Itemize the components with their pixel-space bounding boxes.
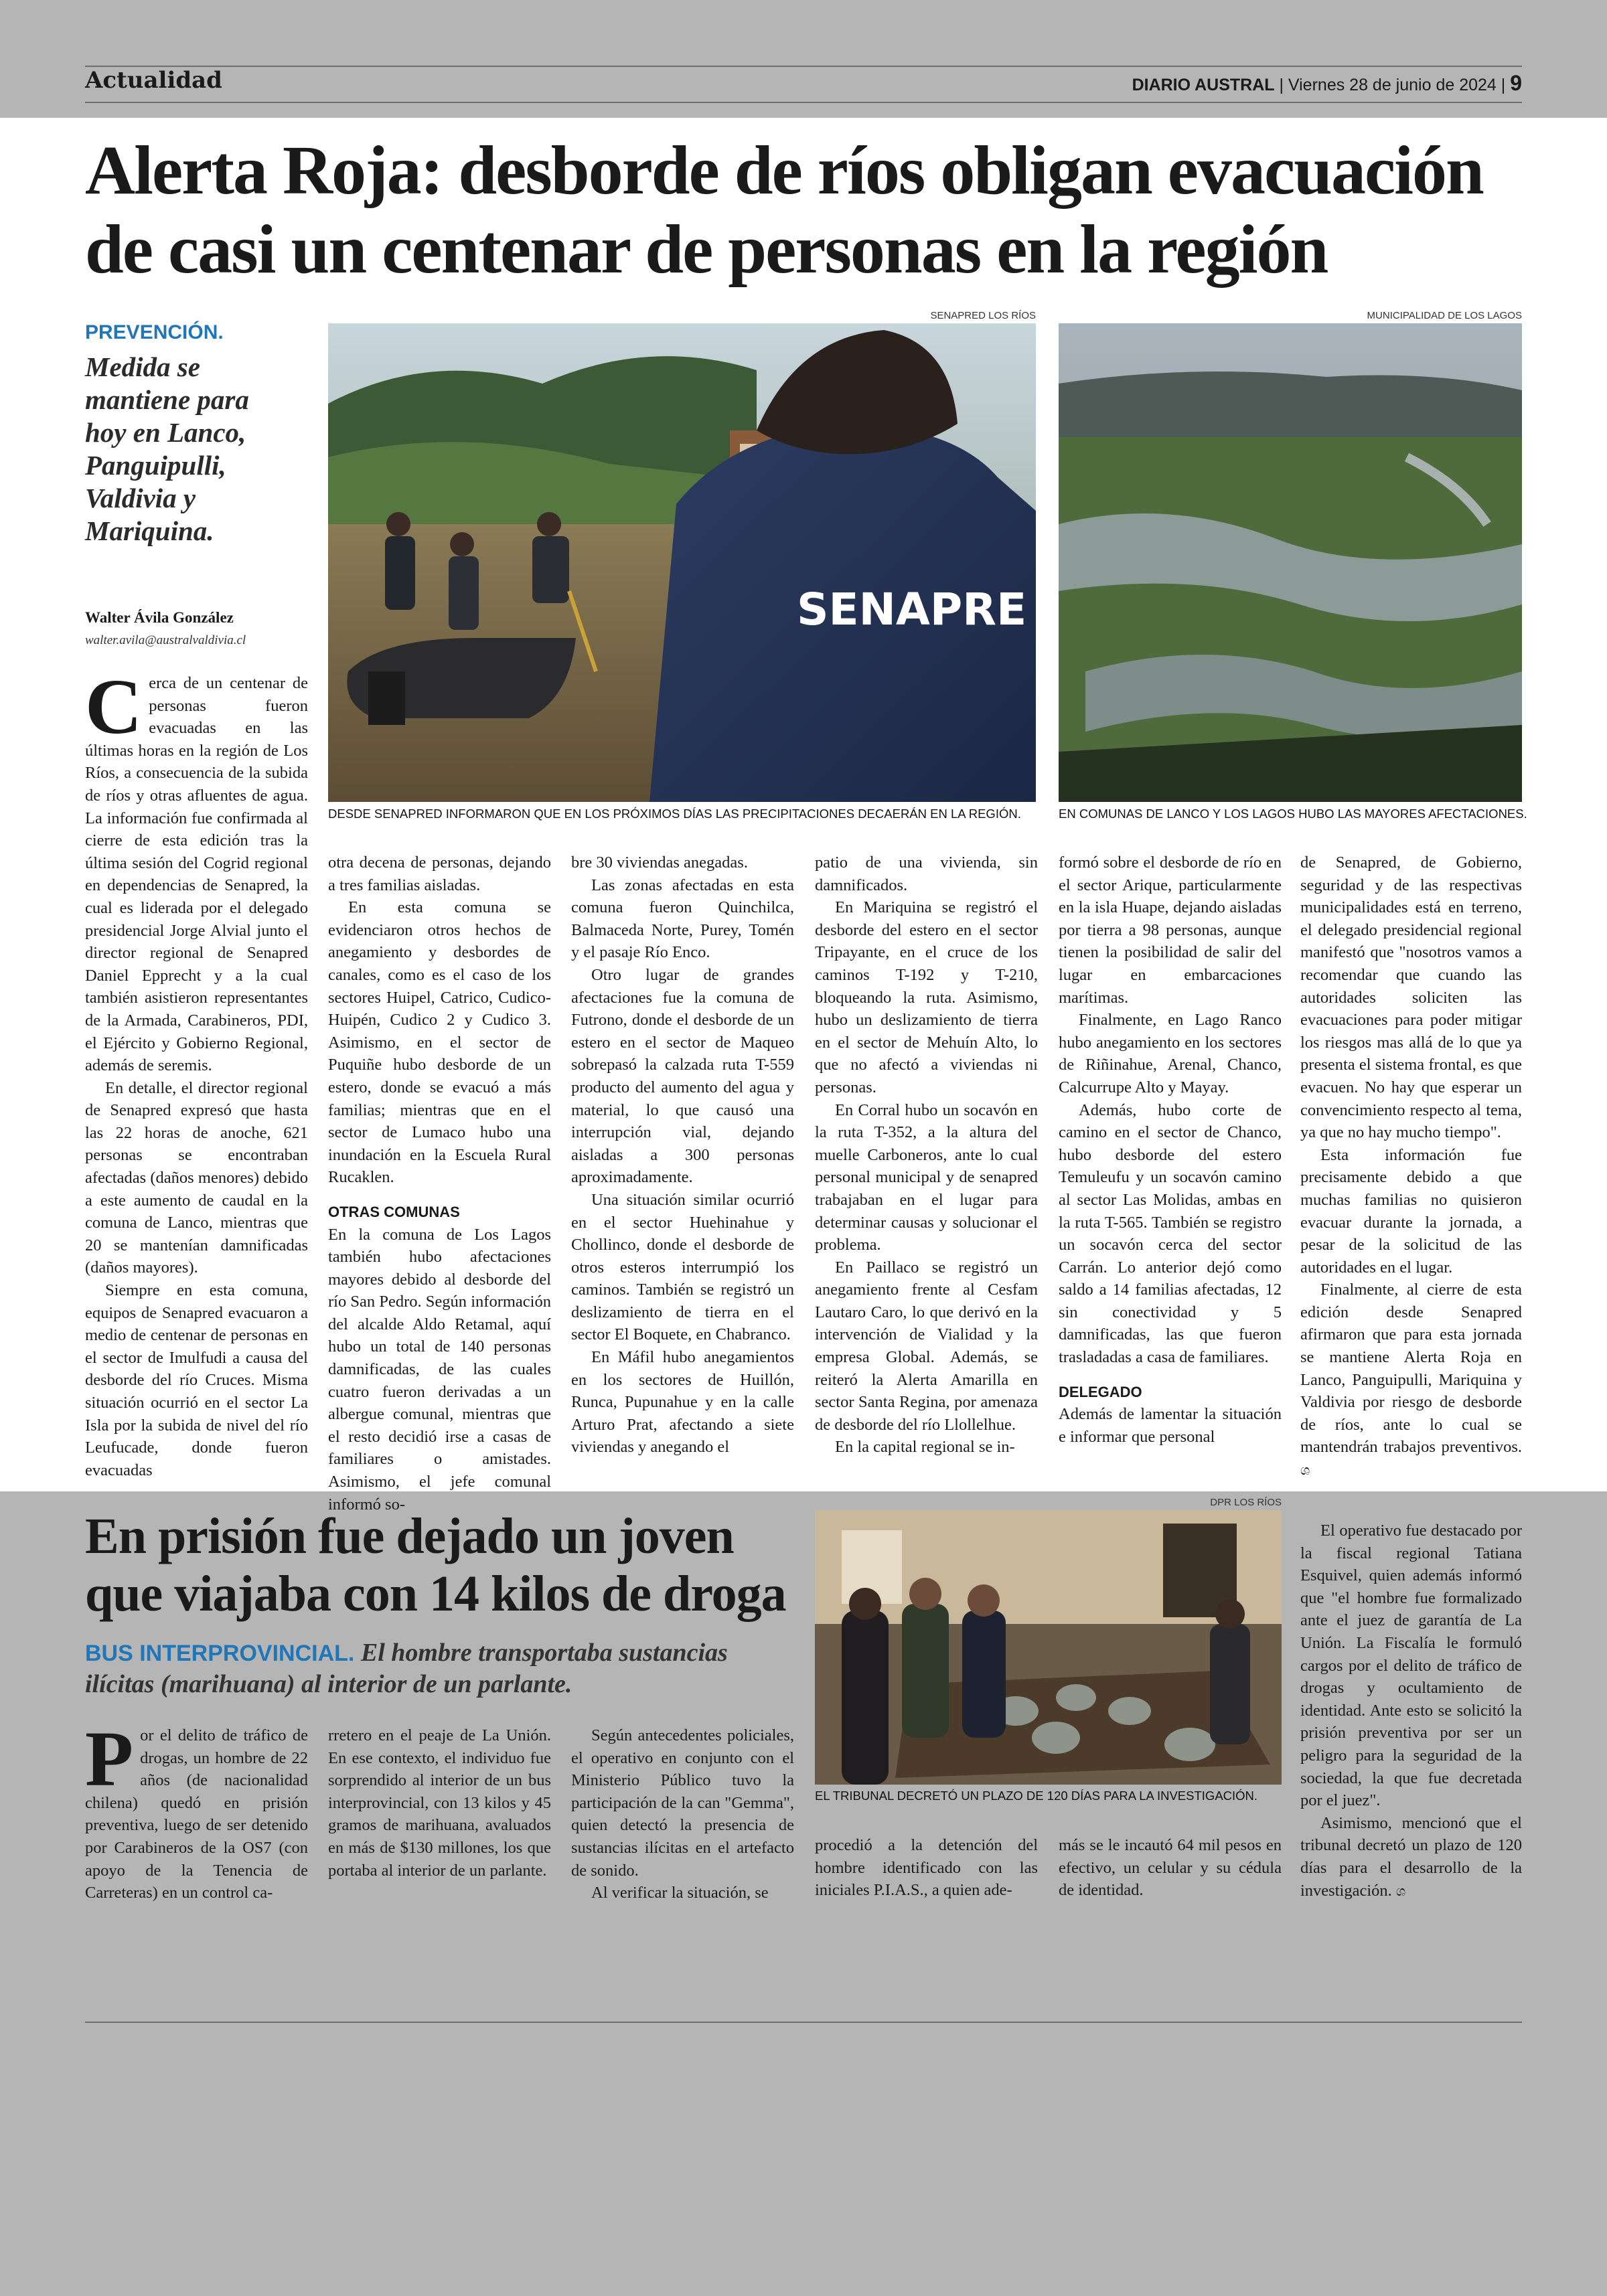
col3-paragraph-1: bre 30 viviendas anegadas. (571, 853, 748, 872)
col4-paragraph-5: En la capital regional se in- (835, 1438, 1015, 1457)
drop-cap: C (85, 663, 143, 750)
main-kicker: PREVENCIÓN. (85, 321, 224, 343)
second-deck-text: El hombre transportaba sustancias ilícitas (marihuana) al interior de un parlante. (85, 1639, 728, 1698)
subhead-otras-comunas: OTRAS COMUNAS (328, 1203, 460, 1220)
photo3-credit: DPR LOS RÍOS (1210, 1497, 1282, 1508)
second-column-2 (328, 1724, 551, 1882)
col6-paragraph-3: Finalmente, al cierre de esta edición desde Senapred afirmaron que para esta jornada se mantiene Alerta Roja en Lanco, Panguipulli, Mariquina y Valdivia por riesgo de desborde de ríos, ante lo cual se mantendrán trabajos preventivos. (1300, 1281, 1522, 1457)
second-col3-paragraph-2: Al verificar la situación, se (591, 1884, 769, 1902)
newspaper-name: DIARIO AUSTRAL (1132, 76, 1275, 94)
col3-paragraph-4: Una situación similar ocurrió en el sector Huehinahue y Chollinco, donde el desborde de otros esteros interrumpió los caminos. También se registró un deslizamiento de tierra en el sector El Boquete, en Chabranco. (571, 1190, 794, 1344)
col3-paragraph-5: En Máfil hubo anegamientos en los sectores de Huillón, Runca, Pupunahue y en la calle Arturo Prat, afectando a siete viviendas y anegando el (571, 1348, 794, 1457)
second-column-3 (571, 1724, 794, 1904)
col2-paragraph-3: En la comuna de Los Lagos también hubo afectaciones mayores debido al desborde del río San Pedro. Según información del alcalde Aldo Retamal, aquí hubo un total de 140 personas damnificadas, de las cuales cuatro fueron derivadas a un albergue comunal, mientras que el resto decidió irse a casas de familiares o amistades. Asimismo, el jefe comunal informó so- (328, 1225, 551, 1513)
subhead-delegado: DELEGADO (1059, 1383, 1142, 1400)
second-col6-paragraph-1: El operativo fue destacado por la fiscal regional Tatiana Esquivel, quien además informó que "el hombre fue formalizado ante el juez de garantía de La Unión. La Fiscalía le formuló cargos por el delito de tráfico de drogas y ocultamiento de identidad. Ante esto se solicitó la prisión preventiva por ser un peligro para la seguridad de la sociedad, la que fue decretada por el juez". (1300, 1522, 1522, 1810)
col5-paragraph-4: Además de lamentar la situación e informar que personal (1059, 1405, 1282, 1446)
tribunal-photo (815, 1510, 1282, 1785)
second-headline: En prisión fue dejado un joven que viajaba con 14 kilos de droga (85, 1508, 786, 1622)
second-kicker: BUS INTERPROVINCIAL. (85, 1641, 355, 1666)
header-rule (85, 102, 1522, 103)
second-col5-text: más se le incautó 64 mil pesos en efectivo, un celular y su cédula de identidad. (1059, 1836, 1282, 1900)
col6-paragraph-1: de Senapred, de Gobierno, seguridad y de las respectivas municipalidades está en terreno, el delegado presidencial regional manifestó que "nosotros vamos a recomendar que cuando las autoridades soliciten las evacuaciones para poder mitigar los riesgos mas allá de lo que ya presenta el sistema frontal, es que evacuen. No hay que esperar un convencimiento respecto al tema, ya que no hay mucho tiempo". (1300, 853, 1522, 1142)
photo2-credit: MUNICIPALIDAD DE LOS LAGOS (1367, 310, 1522, 321)
second-column-5 (1059, 1834, 1282, 1902)
page-number: 9 (1510, 71, 1522, 95)
main-deck: Medida se mantiene para hoy en Lanco, Panguipulli, Valdivia y Mariquina. (85, 351, 249, 546)
col5-paragraph-1: formó sobre el desborde de río en el sector Arique, particularmente en la isla Huape, dejando aisladas por tierra a 98 personas, aunque tienen la posibilidad de salir del lugar en embarcaciones marítimas. (1059, 853, 1282, 1007)
byline: Walter Ávila González (85, 609, 234, 626)
top-rule (85, 66, 1522, 67)
col1-paragraph-2: En detalle, el director regional de Senapred expresó que hasta las 22 horas de anoche, 621 personas se encontraban afectadas (daños menores) debido a este aumento de caudal en la comuna de Lanco, mientras que 20 se mantenían damnificadas (daños mayores). (85, 1078, 308, 1277)
col6-paragraph-2: Esta información fue precisamente debido a que muchas familias no quisieron evacuar durante la jornada, a pesar de la solicitud de las autoridades en el lugar. (1300, 1145, 1522, 1277)
col1-paragraph-1: erca de un centenar de personas fueron evacuadas en las últimas horas en la región de Los Ríos, a consecuencia de la subida de ríos y otras afluentes de agua. La información fue confirmada al cierre de esta edición tras la última sesión del Cogrid regional en dependencias de Senapred, la cual es liderada por el delegado presidencial Jorge Alvial junto el director regional de Senapred Daniel Epprecht y a la cual también asistieron representantes de la Armada, Carabineros, PDI, el Ejército y Gobierno Regional, además de seremis. (85, 674, 308, 1075)
col4-paragraph-2: En Mariquina se registró el desborde del estero en el sector Tripayante, en el cruce de los caminos T-192 y T-210, bloqueando la ruta. Asimismo, hubo un deslizamiento de tierra en el sector de Mehuín Alto, lo que no afectó a viviendas ni personas. (815, 898, 1038, 1096)
vest-lettering: SENAPRE (797, 584, 1027, 635)
article-column-2 (328, 851, 551, 1515)
flood-rescue-photo (328, 323, 1036, 802)
col5-paragraph-2: Finalmente, en Lago Ranco hubo anegamiento en los sectores de Riñinahue, Arenal, Chanco, Calcurrupe Alto y Mayay. (1059, 1011, 1282, 1096)
second-column-4 (815, 1834, 1038, 1902)
photo3-caption: EL TRIBUNAL DECRETÓ UN PLAZO DE 120 DÍAS PARA LA INVESTIGACIÓN. (815, 1789, 1258, 1803)
second-col4-text: procedió a la detención del hombre identificado con las iniciales P.I.A.S., a quien ade- (815, 1836, 1038, 1900)
col5-paragraph-3: Además, hubo corte de camino en el sector de Chanco, hubo desborde del estero Temuleufu y un socavón camino al sector Las Molidas, ambas en la ruta T-565. También se registro un socavón cerca del sector Carrán. Lo anterior dejó como saldo a 14 familias afectadas, 12 sin conectividad y 5 damnificadas, las que fueron trasladadas a casa de familiares. (1059, 1100, 1282, 1367)
main-headline: Alerta Roja: desborde de ríos obligan evacuación de casi un centenar de personas en la región (85, 132, 1483, 288)
col4-paragraph-4: En Paillaco se registró un anegamiento frente al Cesfam Lautaro Caro, lo que derivó en la intervención de Vialidad y la empresa Global. Además, se reiteró la Alerta Amarilla en sector Santa Regina, por amenaza de desborde del río Llollelhue. (815, 1258, 1038, 1434)
photo1-credit: SENAPRED LOS RÍOS (930, 310, 1036, 321)
end-mark-icon: ශ (1300, 1462, 1310, 1479)
col3-paragraph-3: Otro lugar de grandes afectaciones fue la comuna de Futrono, donde el desborde de un estero en el sector de Maqueo sobrepasó la calzada ruta T-559 producto del aumento del agua y material, lo que causó una interrupción vial, dejando aisladas a 300 personas aproximadamente. (571, 965, 794, 1187)
col2-paragraph-1: otra decena de personas, dejando a tres familias aisladas. (328, 853, 551, 894)
second-col3-paragraph-1: Según antecedentes policiales, el operativo en conjunto con el Ministerio Público tuvo la participación de la can "Gemma", quien detectó la presencia de sustancias ilícitas en el artefacto de sonido. (571, 1726, 794, 1880)
drop-cap-p: P (85, 1715, 134, 1803)
bottom-rule (85, 2022, 1522, 2023)
issue-date: Viernes 28 de junio de 2024 (1288, 76, 1497, 94)
second-deck (85, 1637, 795, 1700)
article-column-5 (1059, 851, 1282, 1448)
col2-paragraph-2: En esta comuna se evidenciaron otros hechos de anegamiento y desbordes de canales, como es el caso de los sectores Huipel, Catrico, Cudico-Huipén, Cudico 2 y Cudico 3. Asimismo, en el sector de Puquiñe hubo desborde de un estero, donde se evacuó a más familias; mientras que en el sector de Lumaco hubo una inundación en la Escuela Rural Rucaklen. (328, 898, 551, 1187)
second-col1-text: or el delito de tráfico de drogas, un hombre de 22 años (de nacionalidad chilena) quedó en prisión preventiva, luego de ser detenido por Carabineros de la OS7 (con apoyo de la Tenencia de Carreteras) en un control ca- (85, 1726, 308, 1902)
article-column-3 (571, 851, 794, 1459)
folio: DIARIO AUSTRAL | Viernes 28 de junio de 2024 | 9 (1132, 71, 1522, 95)
aerial-flood-photo (1059, 323, 1522, 802)
col4-paragraph-1: patio de una vivienda, sin damnificados. (815, 853, 1038, 894)
second-column-1 (85, 1715, 308, 1904)
article-column-1 (85, 663, 308, 1481)
photo1-caption: DESDE SENAPRED INFORMARON QUE EN LOS PRÓXIMOS DÍAS LAS PRECIPITACIONES DECAERÁN EN LA REGIÓN. (328, 807, 1021, 821)
col3-paragraph-2: Las zonas afectadas en esta comuna fueron Quinchilca, Balmaceda Norte, Purey, Tomén y el pasaje Río Enco. (571, 876, 794, 962)
photo2-caption: EN COMUNAS DE LANCO Y LOS LAGOS HUBO LAS MAYORES AFECTACIONES. (1059, 807, 1527, 821)
article-column-4 (815, 851, 1038, 1459)
col1-paragraph-3: Siempre en esta comuna, equipos de Senapred evacuaron a medio de centenar de personas en el sector de Imulfudi a causa del desborde del río Cruces. Misma situación ocurrió en el sector La Isla por la subida de nivel del río Leufucade, donde fueron evacuadas (85, 1281, 308, 1479)
author-email: walter.avila@australvaldivia.cl (85, 633, 246, 647)
second-col2-text: rretero en el peaje de La Unión. En ese contexto, el individuo fue sorprendido al interior de un bus interprovincial, con 13 kilos y 45 gramos de marihuana, avaluados en más de $130 millones, los que portaba al interior de un parlante. (328, 1726, 551, 1880)
article-column-6 (1300, 851, 1522, 1482)
second-column-6 (1300, 1520, 1522, 1902)
section-title: Actualidad (85, 67, 222, 94)
col4-paragraph-3: En Corral hubo un socavón en la ruta T-352, a la altura del muelle Carboneros, ante lo cual personal municipal y de senapred trabajaban en el lugar para determinar causas y solucionar el problema. (815, 1100, 1038, 1254)
end-mark-icon-2: ශ (1395, 1882, 1406, 1899)
second-col6-paragraph-2: Asimismo, mencionó que el tribunal decretó un plazo de 120 días para el desarrollo de la investigación. (1300, 1813, 1522, 1900)
